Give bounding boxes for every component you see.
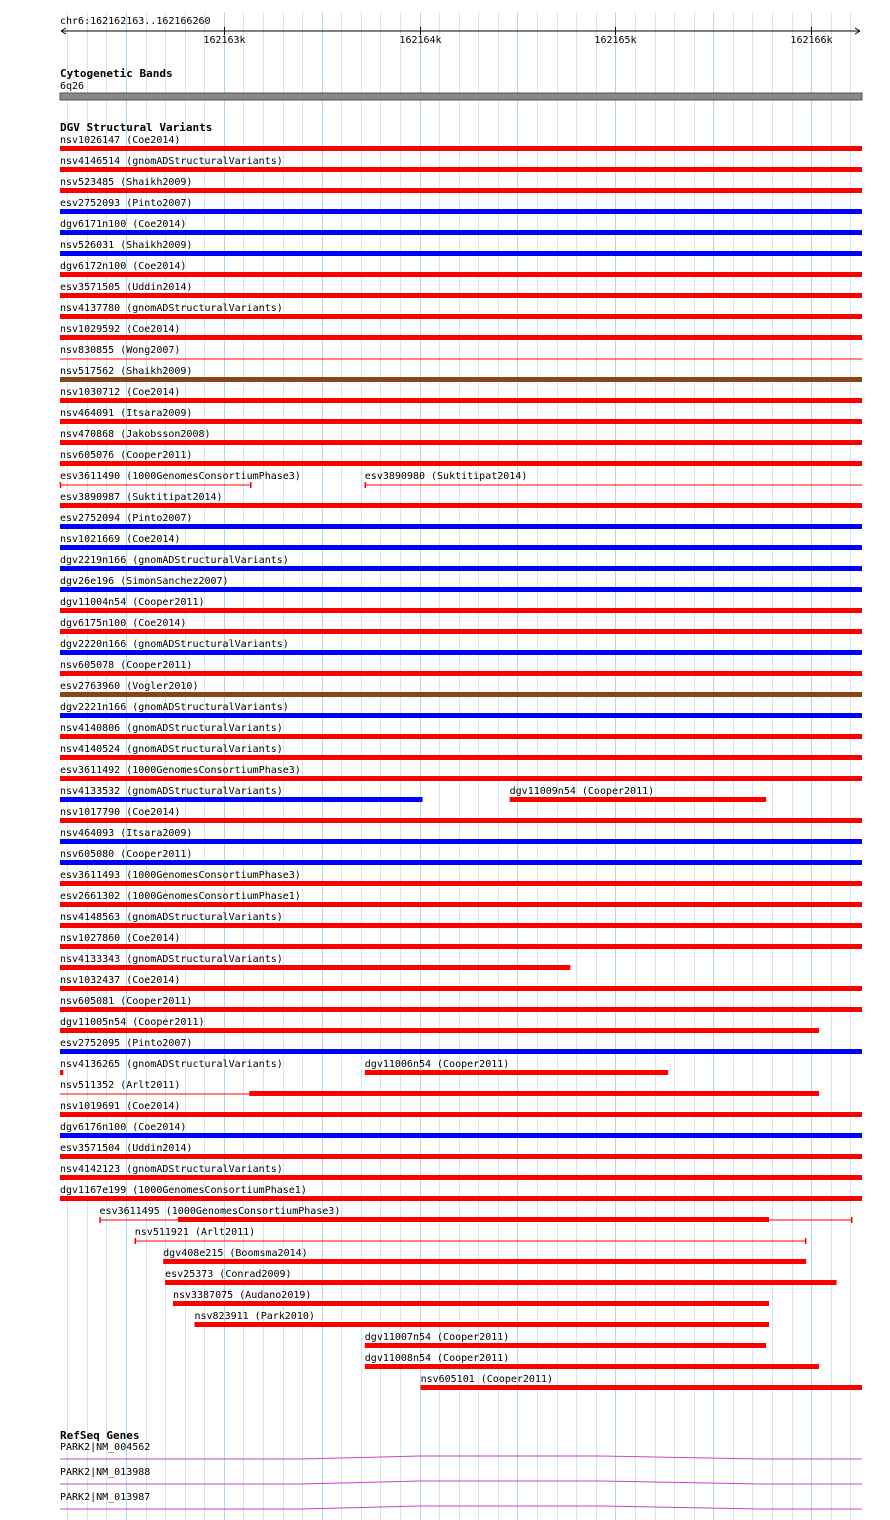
sv-bar[interactable] bbox=[60, 335, 862, 340]
gene-feature[interactable] bbox=[60, 1467, 862, 1484]
ruler-location: chr6:162162163..162166260 bbox=[60, 16, 211, 27]
sv-label: dgv1167e199 (1000GenomesConsortiumPhase1) bbox=[60, 1185, 307, 1196]
sv-label: dgv2221n166 (gnomADStructuralVariants) bbox=[60, 702, 289, 713]
gene-feature[interactable] bbox=[60, 1492, 862, 1509]
sv-bar[interactable] bbox=[60, 923, 862, 928]
sv-bar[interactable] bbox=[60, 692, 862, 697]
sv-label: nsv523485 (Shaikh2009) bbox=[60, 177, 193, 188]
sv-feature[interactable] bbox=[60, 639, 862, 655]
sv-feature[interactable] bbox=[60, 681, 862, 697]
sv-label: nsv4137780 (gnomADStructuralVariants) bbox=[60, 303, 283, 314]
sv-bar[interactable] bbox=[60, 881, 862, 886]
sv-feature[interactable] bbox=[365, 471, 862, 488]
sv-bar[interactable] bbox=[165, 1280, 836, 1285]
sv-label: dgv26e196 (SimonSanchez2007) bbox=[60, 576, 229, 587]
sv-bar[interactable] bbox=[60, 461, 862, 466]
sv-feature[interactable] bbox=[60, 828, 862, 844]
sv-feature[interactable] bbox=[60, 156, 862, 172]
refseq-track bbox=[60, 1429, 862, 1509]
sv-feature[interactable] bbox=[60, 429, 862, 445]
sv-bar[interactable] bbox=[60, 839, 862, 844]
sv-bar[interactable] bbox=[365, 1364, 819, 1369]
gene-intron-line[interactable] bbox=[60, 1481, 862, 1484]
sv-bar[interactable] bbox=[60, 1007, 862, 1012]
sv-feature[interactable] bbox=[60, 1101, 862, 1117]
sv-feature[interactable] bbox=[60, 765, 862, 781]
sv-feature[interactable] bbox=[60, 303, 862, 319]
gene-intron-line[interactable] bbox=[60, 1456, 862, 1459]
sv-feature[interactable] bbox=[365, 1059, 668, 1075]
sv-label: esv3571505 (Uddin2014) bbox=[60, 282, 193, 293]
sv-label: nsv4140806 (gnomADStructuralVariants) bbox=[60, 723, 283, 734]
sv-label: nsv1026147 (Coe2014) bbox=[60, 135, 181, 146]
sv-label: nsv1019691 (Coe2014) bbox=[60, 1101, 181, 1112]
sv-label: nsv605080 (Cooper2011) bbox=[60, 849, 193, 860]
sv-bar[interactable] bbox=[60, 230, 862, 235]
gene-label: PARK2|NM_013987 bbox=[60, 1492, 151, 1503]
dgv-features bbox=[60, 135, 862, 1390]
sv-label: nsv823911 (Park2010) bbox=[194, 1311, 315, 1322]
sv-feature[interactable] bbox=[60, 786, 423, 802]
sv-label: esv3611490 (1000GenomesConsortiumPhase3) bbox=[60, 471, 301, 482]
sv-feature[interactable] bbox=[60, 1122, 862, 1138]
sv-feature[interactable] bbox=[60, 324, 862, 340]
sv-bar[interactable] bbox=[60, 587, 862, 592]
sv-label: nsv1021669 (Coe2014) bbox=[60, 534, 181, 545]
sv-feature[interactable] bbox=[60, 177, 862, 193]
dgv-track bbox=[60, 121, 862, 1390]
sv-bar[interactable] bbox=[60, 902, 862, 907]
sv-feature[interactable] bbox=[60, 198, 862, 214]
sv-bar[interactable] bbox=[60, 671, 862, 676]
sv-label: esv3611493 (1000GenomesConsortiumPhase3) bbox=[60, 870, 301, 881]
sv-feature[interactable] bbox=[194, 1311, 769, 1327]
sv-bar[interactable] bbox=[60, 965, 570, 970]
sv-feature[interactable] bbox=[60, 450, 862, 466]
sv-label: esv2763960 (Vogler2010) bbox=[60, 681, 199, 692]
sv-label: nsv4148563 (gnomADStructuralVariants) bbox=[60, 912, 283, 923]
sv-feature[interactable] bbox=[60, 1164, 862, 1180]
ruler-track bbox=[60, 16, 860, 46]
sv-feature[interactable] bbox=[60, 240, 862, 256]
sv-bar[interactable] bbox=[60, 188, 862, 193]
sv-label: dgv6171n100 (Coe2014) bbox=[60, 219, 187, 230]
sv-bar[interactable] bbox=[163, 1259, 806, 1264]
sv-feature[interactable] bbox=[60, 345, 862, 359]
sv-bar[interactable] bbox=[60, 944, 862, 949]
sv-feature[interactable] bbox=[60, 261, 862, 277]
sv-label: nsv605081 (Cooper2011) bbox=[60, 996, 193, 1007]
cytoband-track bbox=[60, 67, 862, 100]
sv-bar[interactable] bbox=[60, 314, 862, 319]
sv-label: nsv3387075 (Audano2019) bbox=[172, 1290, 312, 1301]
sv-label: nsv4140524 (gnomADStructuralVariants) bbox=[60, 744, 283, 755]
sv-bar[interactable] bbox=[173, 1301, 769, 1306]
sv-feature[interactable] bbox=[60, 1059, 283, 1075]
sv-bar[interactable] bbox=[60, 251, 862, 256]
sv-feature[interactable] bbox=[60, 996, 862, 1012]
sv-label: dgv2220n166 (gnomADStructuralVariants) bbox=[60, 639, 289, 650]
cytoband-track-title: Cytogenetic Bands bbox=[60, 67, 173, 80]
sv-label: dgv11006n54 (Cooper2011) bbox=[364, 1059, 510, 1070]
sv-feature[interactable] bbox=[60, 954, 570, 970]
sv-label: esv2752095 (Pinto2007) bbox=[60, 1038, 193, 1049]
sv-feature[interactable] bbox=[135, 1227, 806, 1244]
sv-bar[interactable] bbox=[60, 1049, 862, 1054]
sv-feature[interactable] bbox=[163, 1248, 806, 1264]
sv-feature[interactable] bbox=[60, 744, 862, 760]
sv-bar[interactable] bbox=[60, 734, 862, 739]
sv-feature[interactable] bbox=[60, 975, 862, 991]
sv-feature[interactable] bbox=[60, 723, 862, 739]
gene-intron-line[interactable] bbox=[60, 1506, 862, 1509]
sv-bar[interactable] bbox=[60, 713, 862, 718]
sv-bar[interactable] bbox=[60, 272, 862, 277]
sv-feature[interactable] bbox=[60, 492, 862, 508]
sv-feature[interactable] bbox=[60, 912, 862, 928]
sv-feature[interactable] bbox=[365, 1332, 766, 1348]
sv-label: nsv464093 (Itsara2009) bbox=[60, 828, 193, 839]
sv-label: nsv605076 (Cooper2011) bbox=[60, 450, 193, 461]
sv-feature[interactable] bbox=[60, 618, 862, 634]
sv-label: esv2661302 (1000GenomesConsortiumPhase1) bbox=[60, 891, 301, 902]
sv-feature[interactable] bbox=[60, 576, 862, 592]
sv-label: esv3571504 (Uddin2014) bbox=[60, 1143, 193, 1154]
sv-label: esv2752093 (Pinto2007) bbox=[60, 198, 193, 209]
sv-feature[interactable] bbox=[173, 1290, 769, 1306]
sv-feature[interactable] bbox=[60, 870, 862, 886]
sv-bar[interactable] bbox=[60, 986, 862, 991]
sv-label: nsv4133343 (gnomADStructuralVariants) bbox=[60, 954, 283, 965]
sv-label: esv3890980 (Suktitipat2014) bbox=[364, 471, 528, 482]
sv-label: dgv11004n54 (Cooper2011) bbox=[60, 597, 205, 608]
sv-label: esv3611495 (1000GenomesConsortiumPhase3) bbox=[99, 1206, 341, 1217]
sv-feature[interactable] bbox=[60, 1038, 862, 1054]
sv-bar[interactable] bbox=[60, 293, 862, 298]
sv-feature[interactable] bbox=[60, 660, 862, 676]
sv-bar[interactable] bbox=[60, 503, 862, 508]
sv-feature[interactable] bbox=[60, 513, 862, 529]
sv-bar[interactable] bbox=[60, 440, 862, 445]
sv-bar[interactable] bbox=[60, 566, 862, 571]
sv-bar[interactable] bbox=[510, 797, 766, 802]
sv-label: dgv6176n100 (Coe2014) bbox=[60, 1122, 187, 1133]
sv-label: nsv526031 (Shaikh2009) bbox=[60, 240, 193, 251]
sv-bar[interactable] bbox=[60, 1196, 862, 1201]
sv-label: nsv4136265 (gnomADStructuralVariants) bbox=[60, 1059, 283, 1070]
sv-bar[interactable] bbox=[60, 167, 862, 172]
sv-feature[interactable] bbox=[60, 471, 301, 488]
sv-feature[interactable] bbox=[60, 1143, 862, 1159]
gene-label: PARK2|NM_004562 bbox=[60, 1442, 151, 1453]
sv-bar[interactable] bbox=[60, 797, 423, 802]
sv-bar[interactable] bbox=[60, 776, 862, 781]
ruler-tick-label: 162164k bbox=[399, 35, 442, 46]
sv-feature[interactable] bbox=[60, 135, 862, 151]
sv-label: nsv1027860 (Coe2014) bbox=[60, 933, 181, 944]
sv-bar[interactable] bbox=[60, 650, 862, 655]
sv-label: dgv6172n100 (Coe2014) bbox=[60, 261, 187, 272]
sv-bar[interactable] bbox=[60, 419, 862, 424]
sv-bar[interactable] bbox=[60, 755, 862, 760]
sv-feature[interactable] bbox=[60, 555, 862, 571]
sv-feature[interactable] bbox=[365, 1353, 819, 1369]
sv-feature[interactable] bbox=[60, 282, 862, 298]
sv-label: nsv1030712 (Coe2014) bbox=[60, 387, 181, 398]
sv-label: esv3890987 (Suktitipat2014) bbox=[60, 492, 223, 503]
sv-bar[interactable] bbox=[60, 860, 862, 865]
sv-feature[interactable] bbox=[60, 387, 862, 403]
sv-feature[interactable] bbox=[60, 597, 862, 613]
sv-feature[interactable] bbox=[60, 366, 862, 382]
sv-label: dgv408e215 (Boomsma2014) bbox=[163, 1248, 308, 1259]
sv-label: nsv830855 (Wong2007) bbox=[60, 345, 181, 356]
sv-feature[interactable] bbox=[60, 891, 862, 907]
sv-feature[interactable] bbox=[421, 1374, 862, 1390]
sv-label: dgv11009n54 (Cooper2011) bbox=[509, 786, 655, 797]
sv-bar[interactable] bbox=[421, 1385, 862, 1390]
dgv-track-title: DGV Structural Variants bbox=[60, 121, 213, 134]
sv-bar[interactable] bbox=[60, 524, 862, 529]
sv-label: dgv11008n54 (Cooper2011) bbox=[364, 1353, 510, 1364]
ruler-tick-label: 162165k bbox=[594, 35, 637, 46]
sv-bar[interactable] bbox=[60, 1133, 862, 1138]
sv-label: esv2752094 (Pinto2007) bbox=[60, 513, 193, 524]
sv-label: nsv605078 (Cooper2011) bbox=[60, 660, 193, 671]
sv-label: nsv1029592 (Coe2014) bbox=[60, 324, 181, 335]
sv-bar[interactable] bbox=[365, 1343, 766, 1348]
ruler-tick-label: 162166k bbox=[790, 35, 833, 46]
sv-feature[interactable] bbox=[165, 1269, 836, 1285]
sv-label: esv25373 (Conrad2009) bbox=[165, 1269, 292, 1280]
sv-bar[interactable] bbox=[60, 1175, 862, 1180]
sv-bar[interactable] bbox=[60, 1154, 862, 1159]
sv-feature[interactable] bbox=[60, 219, 862, 235]
sv-feature[interactable] bbox=[60, 849, 862, 865]
sv-label: dgv11007n54 (Cooper2011) bbox=[364, 1332, 510, 1343]
sv-label: dgv2219n166 (gnomADStructuralVariants) bbox=[60, 555, 289, 566]
sv-feature[interactable] bbox=[60, 534, 862, 550]
sv-bar[interactable] bbox=[60, 209, 862, 214]
sv-bar[interactable] bbox=[60, 146, 862, 151]
sv-feature[interactable] bbox=[60, 933, 862, 949]
sv-label: nsv511921 (Arlt2011) bbox=[134, 1227, 256, 1238]
sv-bar[interactable] bbox=[60, 1028, 819, 1033]
sv-bar[interactable] bbox=[194, 1322, 769, 1327]
sv-bar[interactable] bbox=[365, 1070, 668, 1075]
sv-bar[interactable] bbox=[60, 1070, 63, 1075]
sv-bar[interactable] bbox=[60, 1112, 862, 1117]
sv-bar[interactable] bbox=[60, 545, 862, 550]
sv-feature[interactable] bbox=[100, 1206, 853, 1223]
sv-label: nsv4142123 (gnomADStructuralVariants) bbox=[60, 1164, 283, 1175]
sv-bar[interactable] bbox=[60, 629, 862, 634]
cytoband-bar[interactable] bbox=[60, 93, 862, 100]
sv-label: nsv1017790 (Coe2014) bbox=[60, 807, 181, 818]
sv-bar[interactable] bbox=[178, 1217, 769, 1222]
sv-label: nsv517562 (Shaikh2009) bbox=[60, 366, 193, 377]
sv-label: nsv4133532 (gnomADStructuralVariants) bbox=[60, 786, 283, 797]
sv-label: nsv605101 (Cooper2011) bbox=[420, 1374, 554, 1385]
gene-feature[interactable] bbox=[60, 1442, 862, 1459]
sv-label: nsv1032437 (Coe2014) bbox=[60, 975, 181, 986]
gene-label: PARK2|NM_013988 bbox=[60, 1467, 151, 1478]
sv-feature[interactable] bbox=[60, 408, 862, 424]
sv-bar[interactable] bbox=[60, 377, 862, 382]
refseq-track-title: RefSeq Genes bbox=[60, 1429, 140, 1442]
sv-label: dgv11005n54 (Cooper2011) bbox=[60, 1017, 205, 1028]
sv-label: nsv511352 (Arlt2011) bbox=[60, 1080, 181, 1091]
sv-bar[interactable] bbox=[60, 818, 862, 823]
sv-label: nsv4146514 (gnomADStructuralVariants) bbox=[60, 156, 283, 167]
sv-feature[interactable] bbox=[510, 786, 766, 802]
sv-label: nsv464091 (Itsara2009) bbox=[60, 408, 193, 419]
sv-bar[interactable] bbox=[60, 608, 862, 613]
ruler-tick-label: 162163k bbox=[203, 35, 246, 46]
sv-feature[interactable] bbox=[60, 807, 862, 823]
cytoband-label[interactable]: 6q26 bbox=[60, 81, 85, 92]
sv-bar[interactable] bbox=[249, 1091, 819, 1096]
sv-label: esv3611492 (1000GenomesConsortiumPhase3) bbox=[60, 765, 301, 776]
sv-label: nsv470868 (Jakobsson2008) bbox=[60, 429, 211, 440]
sv-feature[interactable] bbox=[60, 1185, 862, 1201]
refseq-genes bbox=[60, 1442, 862, 1509]
sv-label: dgv6175n100 (Coe2014) bbox=[60, 618, 187, 629]
sv-feature[interactable] bbox=[60, 702, 862, 718]
sv-bar[interactable] bbox=[60, 398, 862, 403]
